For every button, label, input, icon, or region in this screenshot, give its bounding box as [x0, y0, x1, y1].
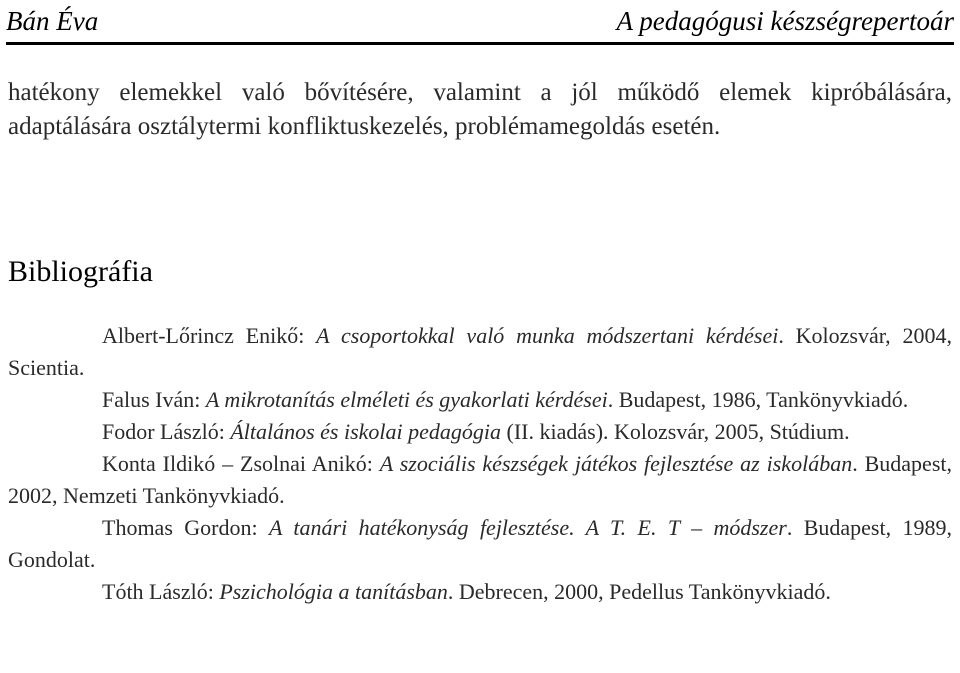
header-title: A pedagógusi készségrepertoár	[616, 6, 954, 36]
entry-title: A csoportokkal való munka módszertani kérdései	[316, 323, 779, 348]
bibliography-entry	[8, 448, 952, 512]
entry-title: A mikrotanítás elméleti és gyakorlati kérdései	[205, 387, 608, 412]
entry-title: A tanári hatékonyság fejlesztése. A T. E. T – módszer	[268, 515, 787, 540]
bibliography-list	[8, 320, 952, 608]
entry-title: Általános és iskolai pedagógia	[230, 419, 502, 444]
bibliography-entry	[8, 416, 952, 448]
entry-title: Pszichológia a tanításban	[219, 579, 448, 604]
entry-author: Falus Iván:	[102, 387, 206, 412]
entry-author: Tóth László:	[102, 579, 220, 604]
entry-publication: . Budapest, 2002, Nemzeti Tankönyvkiadó.	[8, 451, 952, 508]
entry-publication: . Budapest, 1989, Gondolat.	[8, 515, 952, 572]
bibliography-heading: Bibliográfia	[8, 255, 153, 288]
bibliography-entry	[8, 320, 952, 384]
entry-author: Albert-Lőrincz Enikő:	[102, 323, 317, 348]
entry-author: Thomas Gordon:	[102, 515, 269, 540]
entry-publication: . Kolozsvár, 2004, Scientia.	[8, 323, 952, 380]
entry-author: Fodor László:	[102, 419, 231, 444]
body-paragraph: hatékony elemekkel való bővítésére, valamint a jól működő elemek kipróbálására, adaptálására osztálytermi konfliktuskezelés, problémamegoldás esetén.	[8, 79, 952, 140]
entry-publication: (II. kiadás). Kolozsvár, 2005, Stúdium.	[501, 419, 850, 444]
bibliography-entry	[8, 512, 952, 576]
header-author: Bán Éva	[6, 6, 99, 36]
bibliography-entry	[8, 576, 952, 608]
entry-publication: . Debrecen, 2000, Pedellus Tankönyvkiadó.	[447, 579, 831, 604]
entry-publication: . Budapest, 1986, Tankönyvkiadó.	[607, 387, 909, 412]
page-header	[6, 4, 954, 45]
bibliography-entry	[8, 384, 952, 416]
entry-author: Konta Ildikó – Zsolnai Anikó:	[102, 451, 380, 476]
entry-title: A szociális készségek játékos fejlesztése az iskolában	[379, 451, 853, 476]
